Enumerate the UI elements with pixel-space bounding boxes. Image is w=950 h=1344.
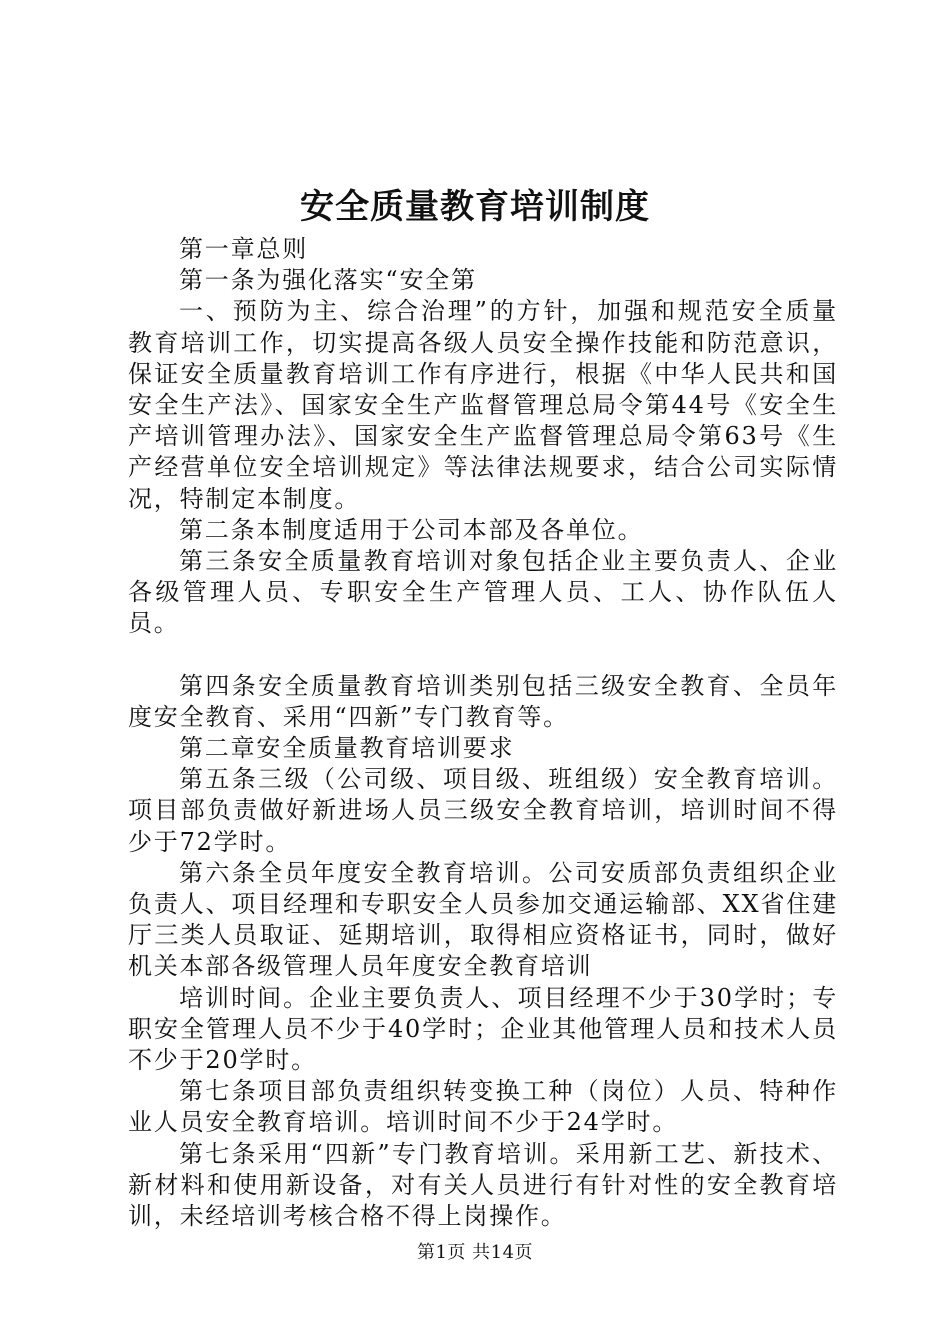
- paragraph-spacer: [128, 640, 838, 671]
- article-1-body-paragraph: 一、预防为主、综合治理”的方针，加强和规范安全质量教育培训工作，切实提高各级人员安全操作技能和防范意识，保证安全质量教育培训工作有序进行，根据《中华人民共和国安全生产法》、国家安全生产监督管理总局令第44号《安全生产培训管理办法》、国家安全生产监督管理总局令第63号《生产经营单位安全培训规定》等法律法规要求，结合公司实际情况，特制定本制度。: [128, 297, 838, 513]
- chapter-heading-2: 第二章安全质量教育培训要求: [179, 734, 515, 763]
- document-body: [128, 234, 838, 1232]
- article-1-paragraph: 第一条为强化落实“安全第: [179, 266, 477, 295]
- article-2-paragraph: 第二条本制度适用于公司本部及各单位。: [179, 515, 644, 544]
- chapter-heading-1: 第一章总则: [179, 235, 308, 263]
- article-7b-paragraph: 第七条采用“四新”专门教育培训。采用新工艺、新技术、新材料和使用新设备，对有关人员进行有针对性的安全教育培训，未经培训考核合格不得上岗操作。: [128, 1139, 838, 1231]
- article-6-paragraph: 第六条全员年度安全教育培训。公司安质部负责组织企业负责人、项目经理和专职安全人员参加交通运输部、XX省住建厅三类人员取证、延期培训，取得相应资格证书，同时，做好机关本部各级管理人员年度安全教育培训: [128, 858, 838, 981]
- article-4-paragraph: 第四条安全质量教育培训类别包括三级安全教育、全员年度安全教育、采用“四新”专门教育等。: [128, 671, 838, 731]
- page-number-footer: 第1页 共14页: [416, 1242, 534, 1263]
- article-7-paragraph: 第七条项目部负责组织转变换工种（岗位）人员、特种作业人员安全教育培训。培训时间不少于24学时。: [128, 1077, 838, 1137]
- article-5-paragraph: 第五条三级（公司级、项目级、班组级）安全教育培训。项目部负责做好新进场人员三级安全教育培训，培训时间不得少于72学时。: [128, 765, 838, 856]
- article-3-paragraph: 第三条安全质量教育培训对象包括企业主要负责人、企业各级管理人员、专职安全生产管理人员、工人、协作队伍人员。: [128, 547, 838, 638]
- document-title: 安全质量教育培训制度: [300, 187, 650, 227]
- training-hours-paragraph: 培训时间。企业主要负责人、项目经理不少于30学时；专职安全管理人员不少于40学时；企业其他管理人员和技术人员不少于20学时。: [128, 983, 838, 1075]
